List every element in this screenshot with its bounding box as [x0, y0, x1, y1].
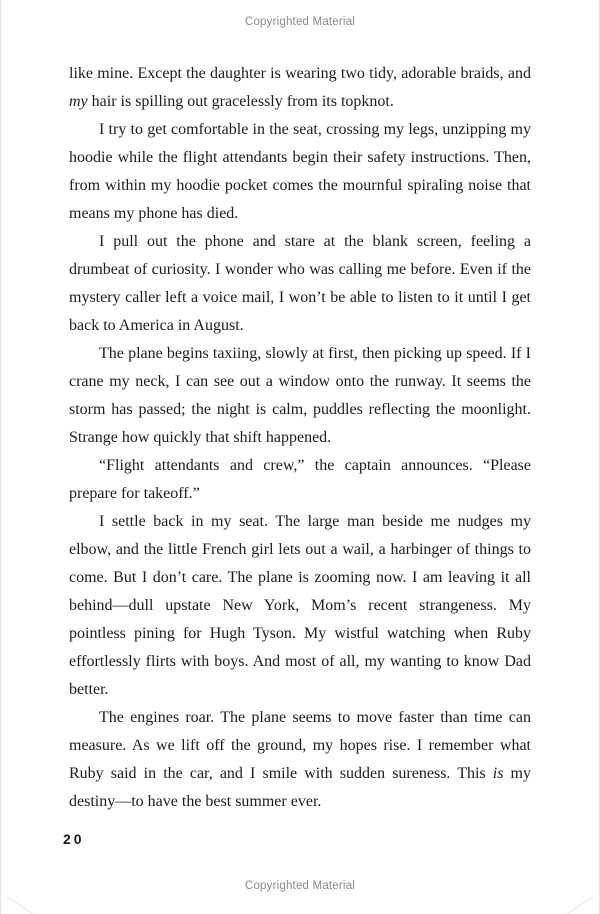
- paragraph: [69, 340, 531, 452]
- paragraph: [69, 508, 531, 704]
- text-segment: The plane begins taxiing, slowly at first, then picking up speed. If I crane my neck, I can see out a window onto the runway. It seems the storm has passed; the night is calm, puddles reflecting the moonlight. Strange how quickly that shift happened.: [69, 345, 531, 446]
- text-segment: The engines roar. The plane seems to move faster than time can measure. As we lift off the ground, my hopes rise. I remember what Ruby said in the car, and I smile with sudden sureness. This: [69, 709, 531, 782]
- page-curl-right: [560, 896, 593, 914]
- page-number: 20: [63, 831, 85, 847]
- copyright-notice-bottom: Copyrighted Material: [244, 880, 356, 892]
- text-segment: like mine. Except the daughter is wearing two tidy, adorable braids, and: [69, 65, 531, 82]
- copyright-notice-top: Copyrighted Material: [244, 16, 356, 28]
- body-text: [69, 60, 531, 816]
- paragraph: [69, 60, 531, 116]
- paragraph: [69, 116, 531, 228]
- text-segment: I try to get comfortable in the seat, crossing my legs, unzipping my hoodie while the flight attendants begin their safety instructions. Then, from within my hoodie pocket comes the mournful spiraling noise that means my phone has died.: [69, 121, 531, 222]
- text-segment: I settle back in my seat. The large man beside me nudges my elbow, and the little French girl lets out a wail, a harbinger of things to come. But I don’t care. The plane is zooming now. I am leaving it all behind—dull upstate New York, Mom’s recent strangeness. My pointless pining for Hugh Tyson. My wistful watching when Ruby effortlessly flirts with boys. And most of all, my wanting to know Dad better.: [69, 513, 531, 698]
- paragraph: [69, 228, 531, 340]
- text-segment: “Flight attendants and crew,” the captain announces. “Please prepare for takeoff.”: [69, 457, 531, 502]
- text-segment: my destiny—to have the best summer ever.: [69, 765, 531, 810]
- paragraph: [69, 704, 531, 816]
- text-segment: I pull out the phone and stare at the blank screen, feeling a drumbeat of curiosity. I wonder who was calling me before. Even if the mystery caller left a voice mail, I won’t be able to listen to it until I get back to America in August.: [69, 233, 531, 334]
- italic-text: is: [492, 765, 504, 782]
- page-curl-left: [6, 896, 39, 914]
- paragraph: [69, 452, 531, 508]
- italic-text: my: [69, 93, 88, 110]
- text-segment: hair is spilling out gracelessly from its topknot.: [87, 93, 394, 110]
